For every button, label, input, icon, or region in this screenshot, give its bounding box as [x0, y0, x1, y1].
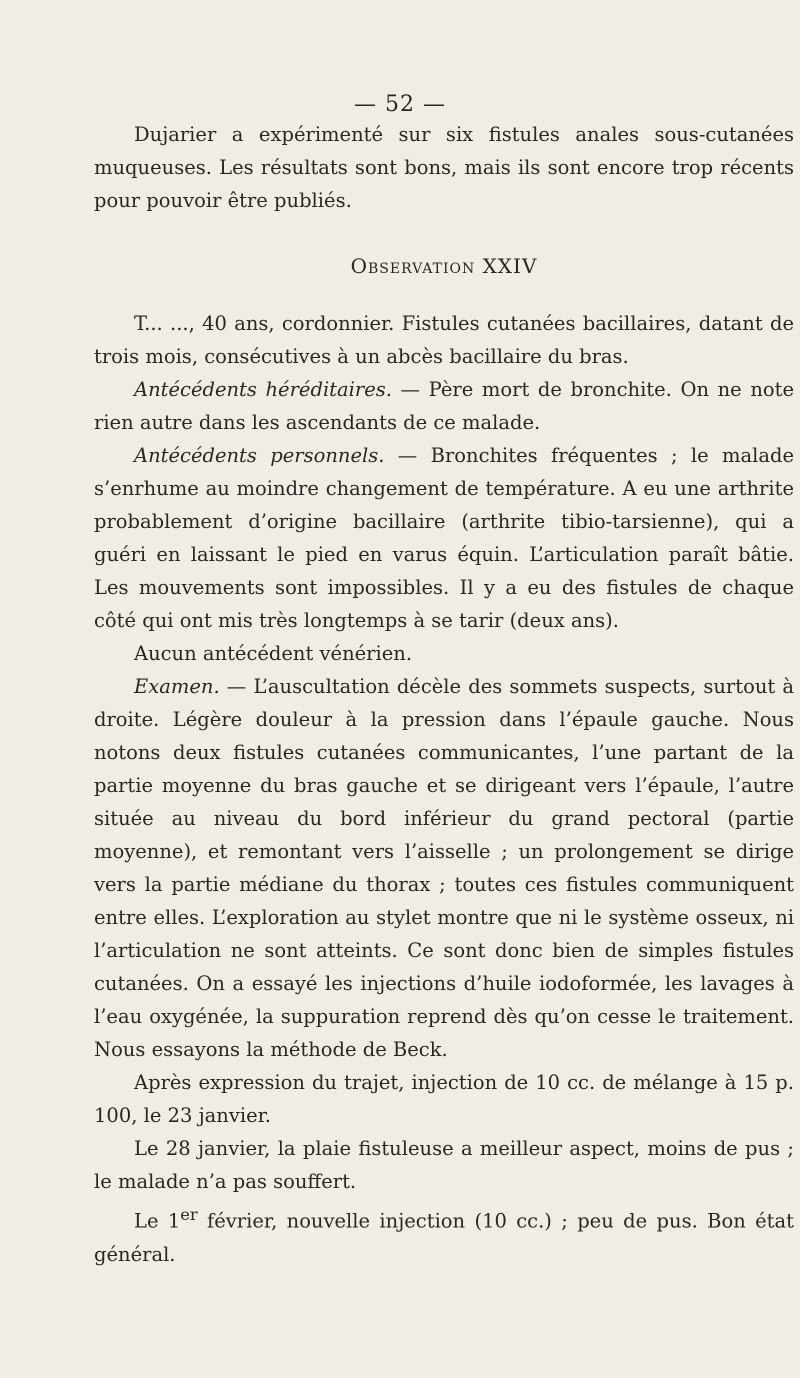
personal-label: Antécédents personnels. — [134, 444, 385, 467]
hereditary-label: Antécédents héréditaires. — [134, 378, 392, 401]
page-body — [94, 118, 794, 1271]
page-number: — 52 — — [354, 92, 446, 117]
venereal-paragraph: Aucun antécédent vénérien. — [134, 642, 413, 665]
feb1-superscript: er — [180, 1205, 198, 1224]
hereditary-text: — Père mort de bronchite. On ne note rien autre dans les ascendants de ce malade. — [94, 378, 794, 434]
observation-summary: T... ..., 40 ans, cordonnier. Fistules cutanées bacillaires, datant de trois mois, consécutives à un abcès bacillaire du bras. — [94, 312, 794, 368]
personal-paragraph — [94, 439, 794, 637]
jan28-paragraph: Le 28 janvier, la plaie fistuleuse a meilleur aspect, moins de pus ; le malade n’a pas souffert. — [94, 1137, 794, 1193]
observation-title — [94, 250, 794, 283]
feb1-paragraph — [94, 1198, 794, 1271]
feb1-text: février, nouvelle injection (10 cc.) ; peu de pus. Bon état général. — [94, 1209, 794, 1266]
exam-label: Examen. — [134, 675, 220, 698]
hereditary-paragraph — [94, 373, 794, 439]
injection-paragraph: Après expression du trajet, injection de 10 cc. de mélange à 15 p. 100, le 23 janvier. — [94, 1071, 794, 1127]
observation-title-text: Observation XXIV — [350, 254, 538, 278]
intro-paragraph: Dujarier a expérimenté sur six fistules anales sous-cutanées muqueuses. Les résultats sont bons, mais ils sont encore trop récents pour pouvoir être publiés. — [94, 123, 794, 212]
personal-text: — Bronchites fréquentes ; le malade s’enrhume au moindre changement de température. A eu une arthrite probablement d’origine bacillaire (arthrite tibio-tarsienne), qui a guéri en laissant le pied en varus équin. L’articulation paraît bâtie. Les mouvements sont impossibles. Il y a eu des fistules de chaque côté qui ont mis très longtemps à se tarir (deux ans). — [94, 444, 794, 632]
exam-text: — L’auscultation décèle des sommets suspects, surtout à droite. Légère douleur à la pression dans l’épaule gauche. Nous notons deux fistules cutanées communicantes, l’une partant de la partie moyenne du bras gauche et se dirigeant vers l’épaule, l’autre située au niveau du bord inférieur du grand pectoral (partie moyenne), et remontant vers l’aisselle ; un prolongement se dirige vers la partie médiane du thorax ; toutes ces fistules communiquent entre elles. L’exploration au stylet montre que ni le système osseux, ni l’articulation ne sont atteints. Ce sont donc bien de simples fistules cutanées. On a essayé les injections d’huile iodoformée, les lavages à l’eau oxygénée, la suppuration reprend dès qu’on cesse le traitement. Nous essayons la méthode de Beck. — [94, 675, 794, 1061]
exam-paragraph — [94, 670, 794, 1066]
feb1-prefix: Le 1 — [134, 1209, 181, 1233]
